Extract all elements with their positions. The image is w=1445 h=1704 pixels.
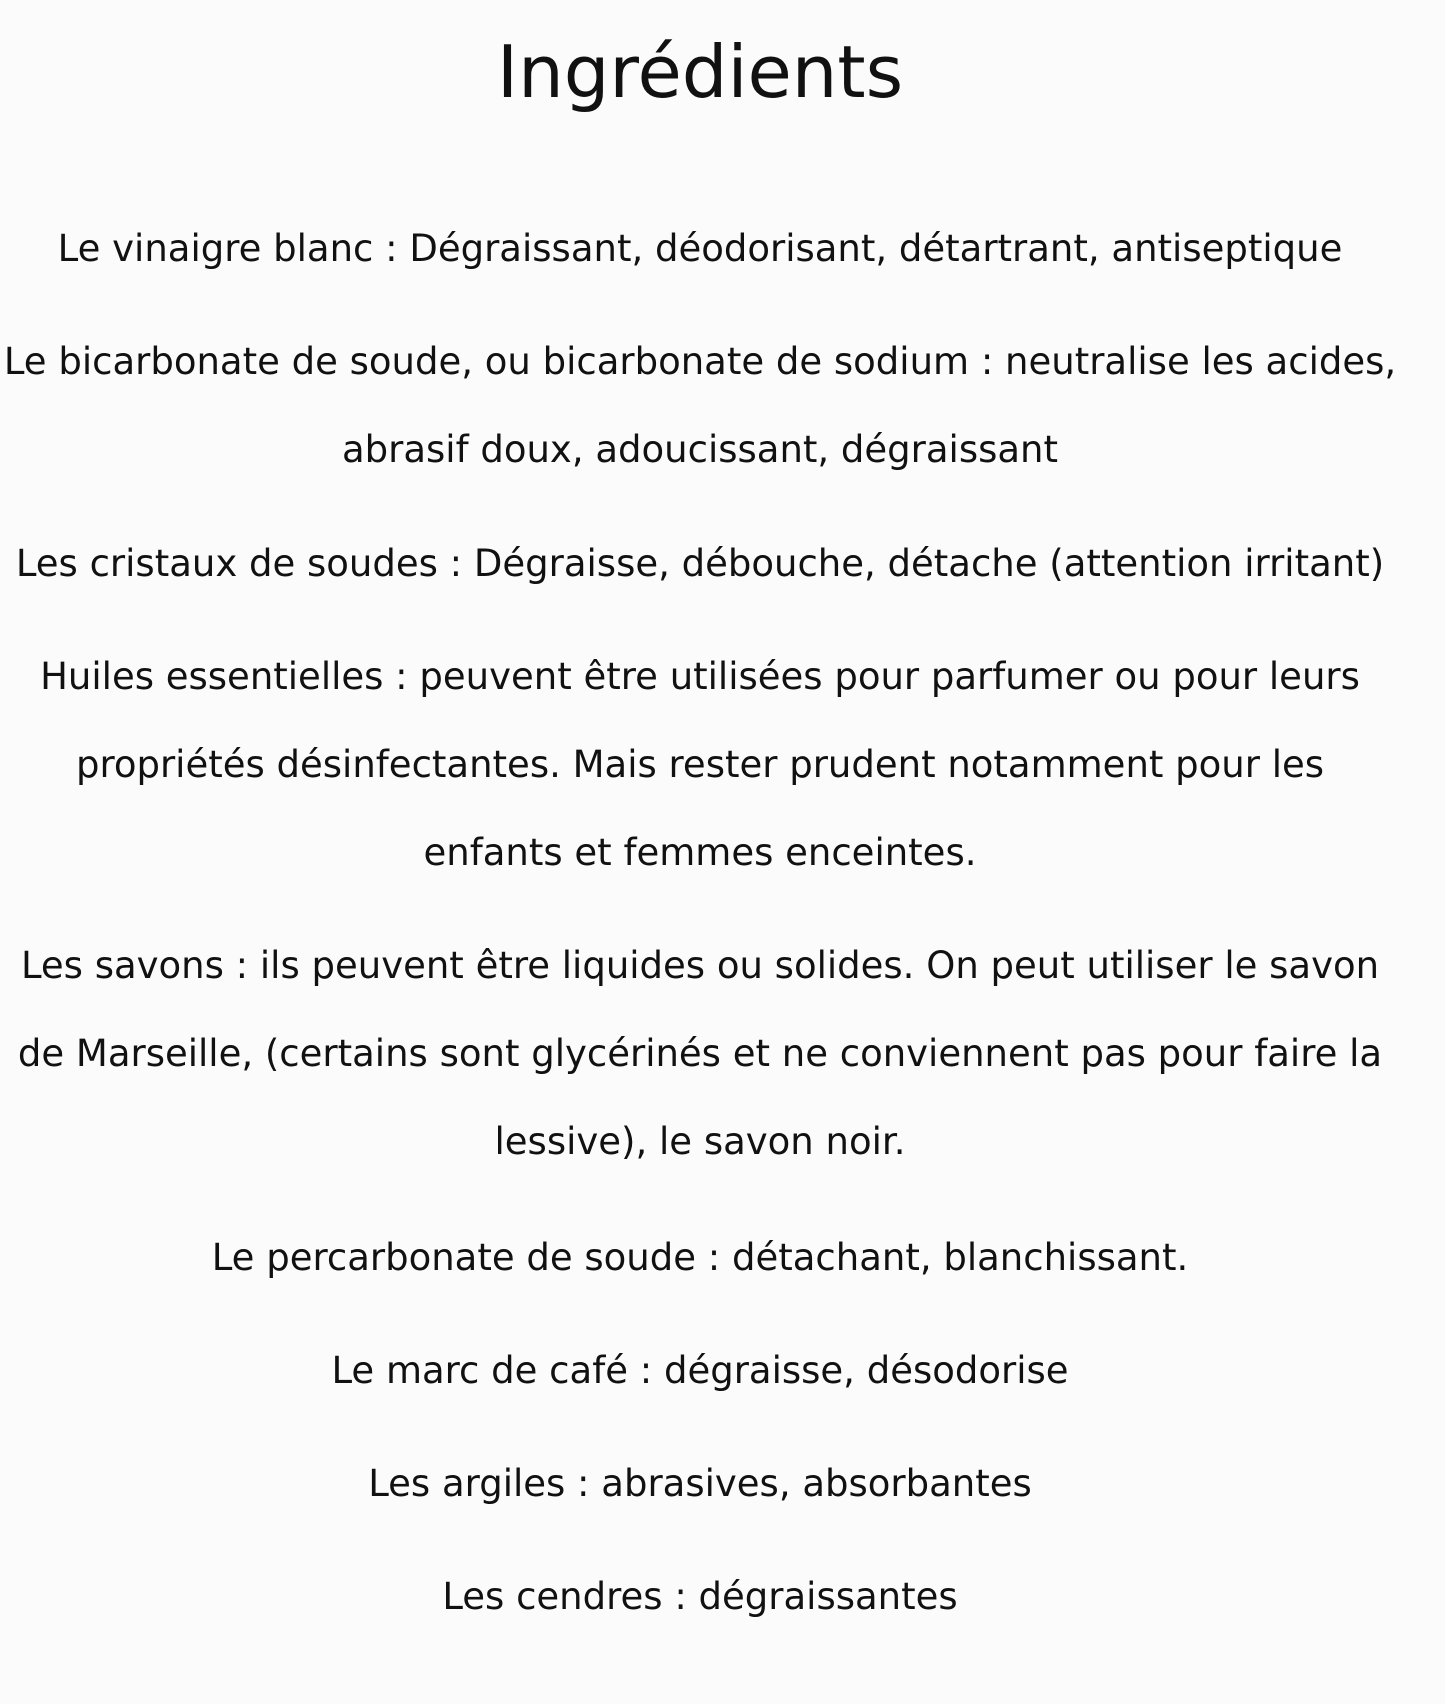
entry-line: Le percarbonate de soude : détachant, blanchissant.	[211, 1236, 1189, 1279]
entry-line: Huiles essentielles : peuvent être utilisées pour parfumer ou pour leurs	[40, 655, 1360, 698]
entry-line: abrasif doux, adoucissant, dégraissant	[341, 428, 1059, 471]
entry-bicarbonate	[0, 318, 1400, 494]
entry-line: Les argiles : abrasives, absorbantes	[368, 1462, 1032, 1505]
entry-savons	[0, 922, 1400, 1186]
entry-huiles	[0, 633, 1400, 897]
entry-cristaux	[0, 520, 1400, 608]
entry-line: Les savons : ils peuvent être liquides ou solides. On peut utiliser le savon	[20, 944, 1380, 987]
page-title: Ingrédients	[496, 30, 904, 114]
entry-line: Le vinaigre blanc : Dégraissant, déodorisant, détartrant, antiseptique	[57, 227, 1343, 270]
entry-line: Le bicarbonate de soude, ou bicarbonate de sodium : neutralise les acides,	[3, 340, 1397, 383]
entry-line: enfants et femmes enceintes.	[423, 831, 977, 874]
entry-vinaigre	[0, 205, 1400, 293]
entry-line: propriétés désinfectantes. Mais rester prudent notamment pour les	[75, 743, 1325, 786]
entry-line: Les cendres : dégraissantes	[442, 1575, 958, 1618]
entry-argiles	[0, 1440, 1400, 1528]
entry-line: de Marseille, (certains sont glycérinés et ne conviennent pas pour faire la	[17, 1032, 1383, 1075]
entry-line: lessive), le savon noir.	[494, 1120, 906, 1163]
entry-cendres	[0, 1553, 1400, 1641]
entry-line: Le marc de café : dégraisse, désodorise	[331, 1349, 1069, 1392]
entry-marc-cafe	[0, 1327, 1400, 1415]
entry-percarbonate	[0, 1214, 1400, 1302]
entry-line: Les cristaux de soudes : Dégraisse, débouche, détache (attention irritant)	[15, 542, 1385, 585]
